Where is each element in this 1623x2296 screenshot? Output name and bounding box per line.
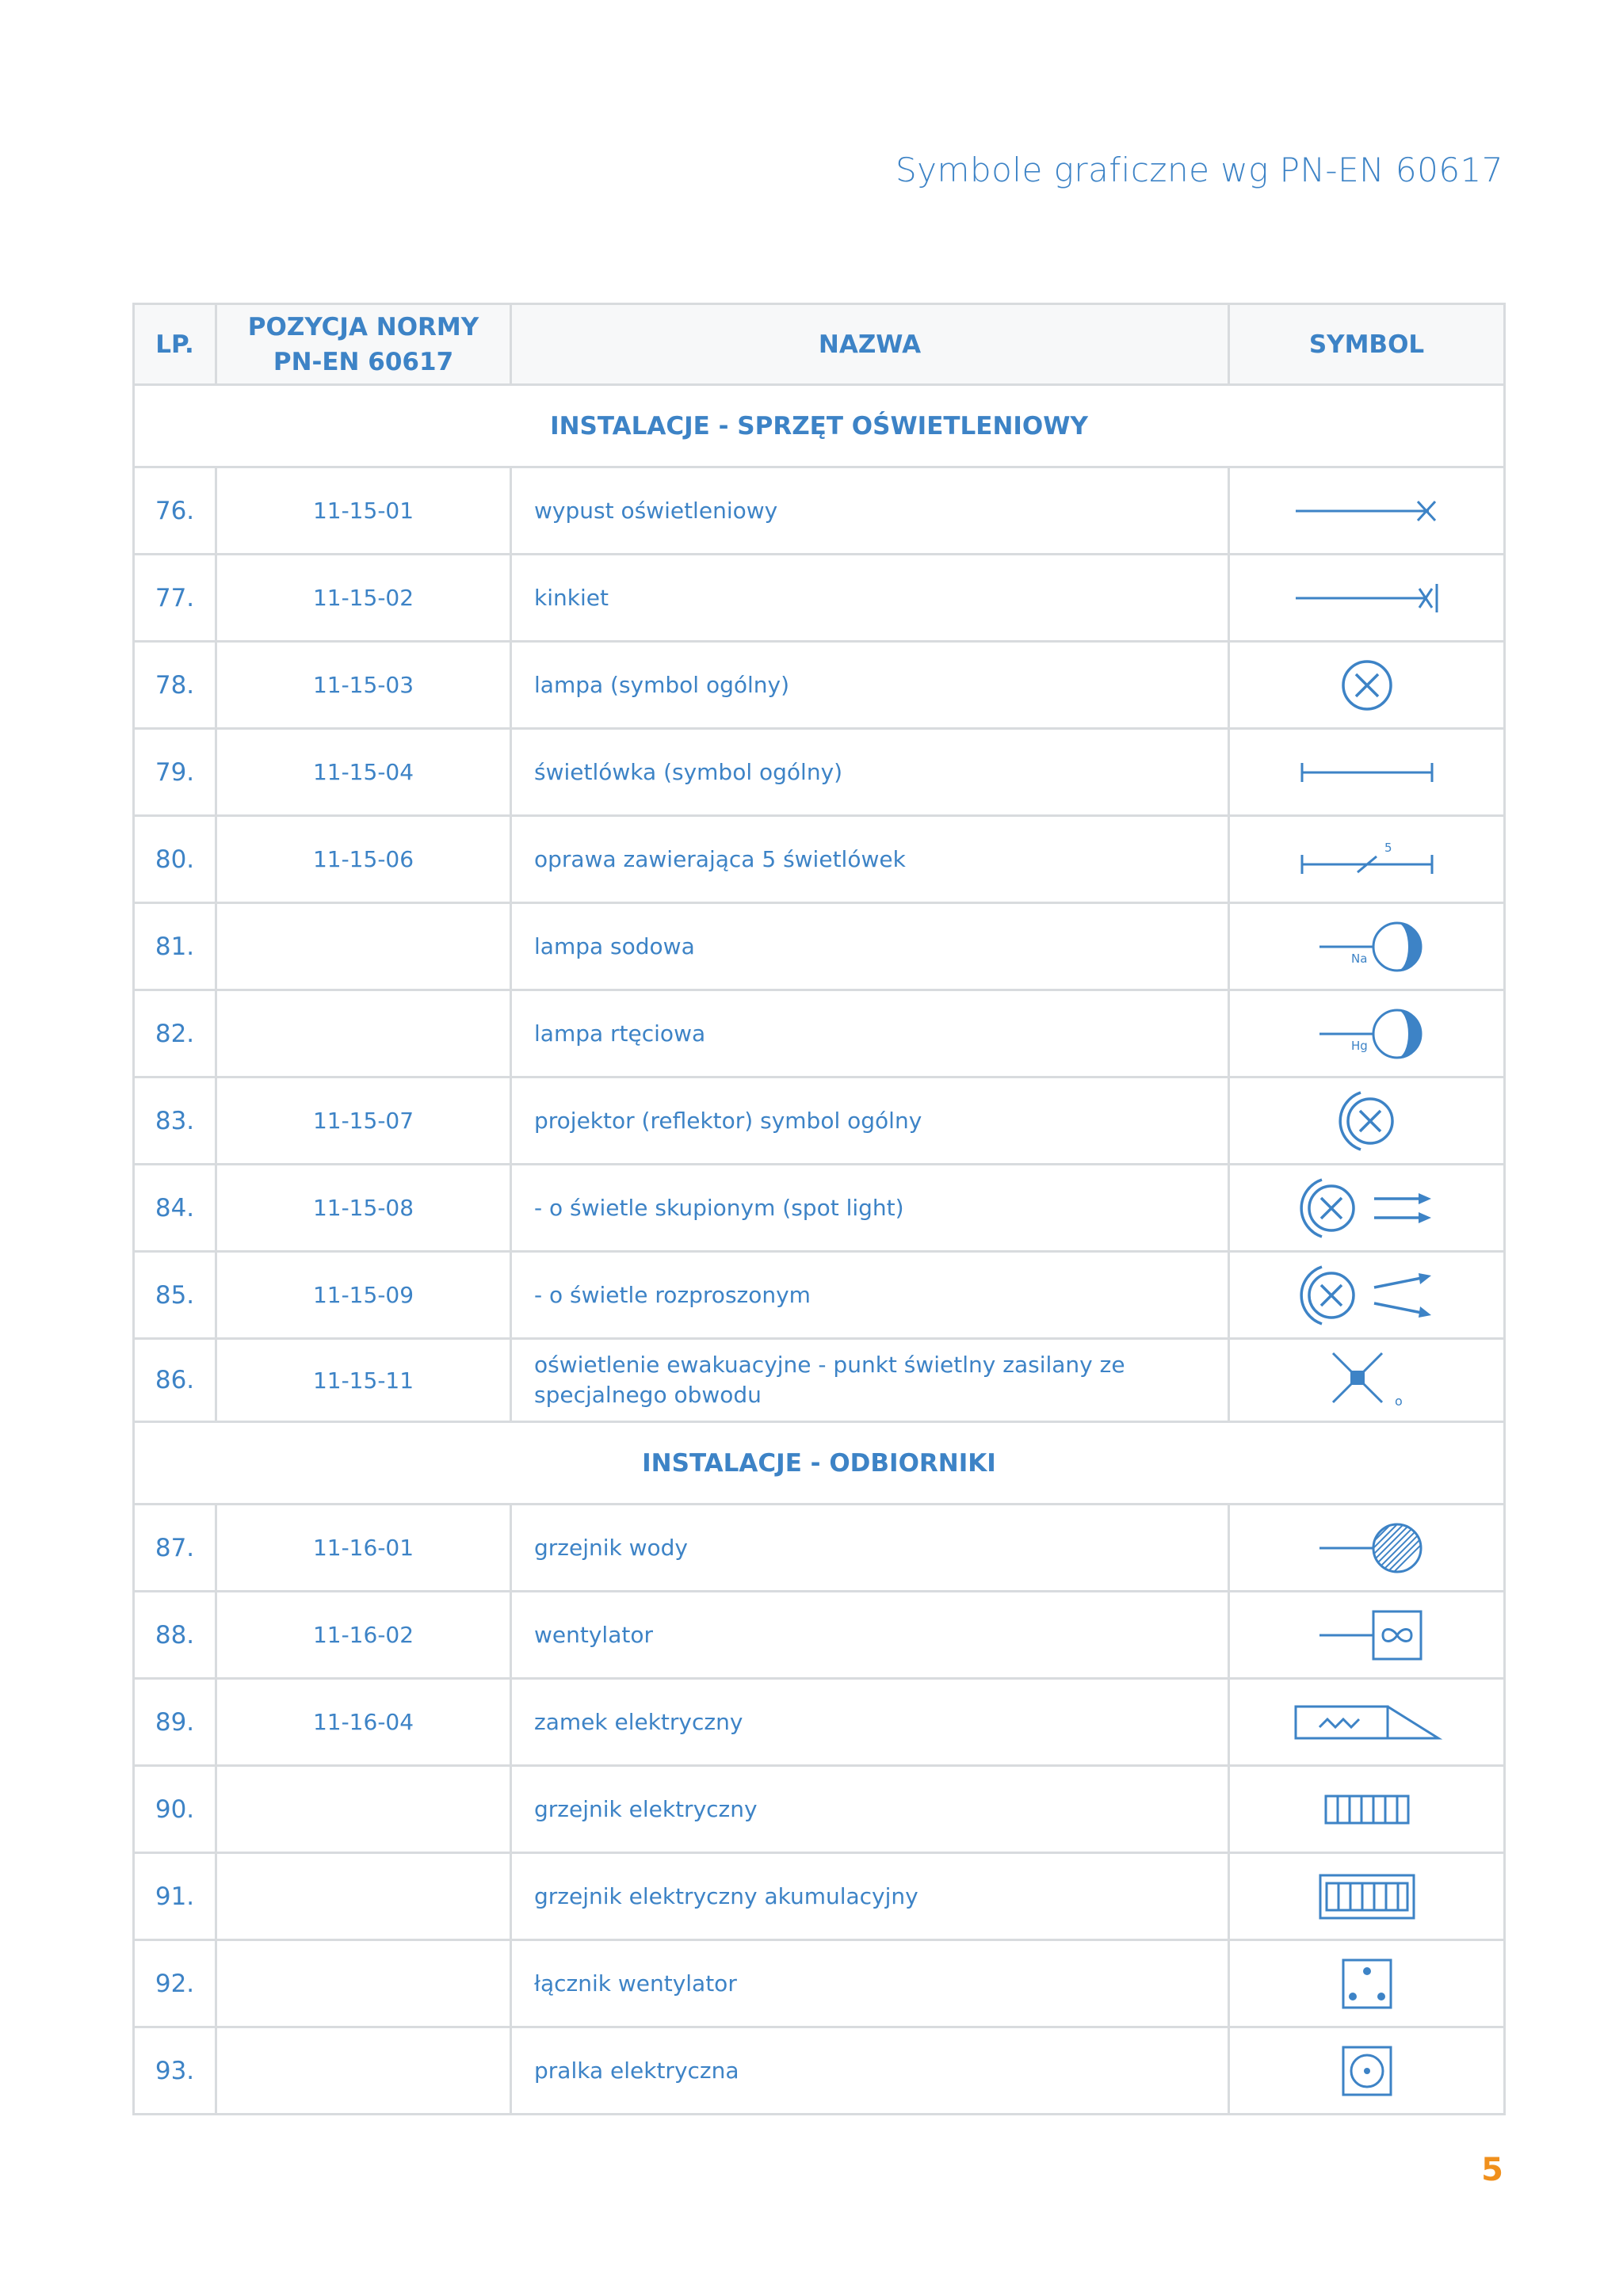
row-symbol: [1229, 642, 1505, 729]
row-lp: 77.: [134, 555, 216, 642]
row-lp: 87.: [134, 1505, 216, 1592]
section-row: [134, 1422, 1505, 1505]
row-name: grzejnik elektryczny akumulacyjny: [511, 1853, 1229, 1940]
table-row: [134, 903, 1505, 990]
row-symbol: [1229, 467, 1505, 555]
emergency-symbol-label: o: [1394, 1394, 1403, 1409]
row-code: 11-15-07: [216, 1077, 511, 1165]
table-row: [134, 2027, 1505, 2115]
row-symbol: [1229, 1165, 1505, 1252]
row-symbol: [1229, 2027, 1505, 2115]
row-lp: 92.: [134, 1940, 216, 2027]
row-symbol: [1229, 1679, 1505, 1766]
mercury-symbol-label: Hg: [1350, 1038, 1368, 1053]
row-code: [216, 990, 511, 1077]
table-row: [134, 555, 1505, 642]
header-name: NAZWA: [511, 304, 1229, 385]
row-code: 11-16-01: [216, 1505, 511, 1592]
row-symbol: [1229, 729, 1505, 816]
row-lp: 93.: [134, 2027, 216, 2115]
row-symbol: [1229, 1766, 1505, 1853]
row-name: wypust oświetleniowy: [511, 467, 1229, 555]
row-lp: 86.: [134, 1339, 216, 1422]
spotlight-icon: [1292, 1173, 1442, 1243]
row-lp: 85.: [134, 1252, 216, 1339]
row-name: - o świetle skupionym (spot light): [511, 1165, 1229, 1252]
table-row: [134, 816, 1505, 903]
floodlight-icon: [1292, 1261, 1442, 1330]
header-position-line1: POZYCJA NORMY: [247, 312, 479, 341]
row-lp: 78.: [134, 642, 216, 729]
row-code: 11-15-06: [216, 816, 511, 903]
row-name: lampa rtęciowa: [511, 990, 1229, 1077]
row-code: [216, 1853, 511, 1940]
row-symbol: [1229, 1592, 1505, 1679]
row-lp: 83.: [134, 1077, 216, 1165]
row-code: 11-15-08: [216, 1165, 511, 1252]
row-symbol: [1229, 1339, 1505, 1422]
table-row: [134, 1766, 1505, 1853]
row-lp: 88.: [134, 1592, 216, 1679]
sodium-lamp-icon: [1304, 917, 1430, 977]
mercury-lamp-icon: [1304, 1004, 1430, 1064]
table-row: [134, 1940, 1505, 2027]
table-row: [134, 1592, 1505, 1679]
row-name: grzejnik elektryczny: [511, 1766, 1229, 1853]
table-row: [134, 1165, 1505, 1252]
row-name: zamek elektryczny: [511, 1679, 1229, 1766]
row-name: oprawa zawierająca 5 świetlówek: [511, 816, 1229, 903]
fan-icon: [1304, 1605, 1430, 1665]
row-code: 11-16-02: [216, 1592, 511, 1679]
lamp-icon: [1335, 654, 1399, 717]
table-row: [134, 642, 1505, 729]
section-title: INSTALACJE - SPRZĘT OŚWIETLENIOWY: [134, 385, 1505, 467]
row-lp: 76.: [134, 467, 216, 555]
electric-lock-icon: [1288, 1699, 1446, 1746]
table-row: [134, 467, 1505, 555]
water-heater-icon: [1304, 1518, 1430, 1578]
fan-switch-icon: [1337, 1954, 1397, 2014]
row-name: wentylator: [511, 1592, 1229, 1679]
sodium-symbol-label: Na: [1350, 951, 1367, 966]
row-lp: 81.: [134, 903, 216, 990]
row-symbol: [1229, 1853, 1505, 1940]
row-lp: 79.: [134, 729, 216, 816]
table-row: [134, 1853, 1505, 1940]
emergency-light-icon: [1323, 1348, 1411, 1412]
row-symbol: [1229, 1077, 1505, 1165]
table-row: [134, 729, 1505, 816]
section-row: [134, 385, 1505, 467]
table-row: [134, 1252, 1505, 1339]
electric-heater-icon: [1319, 1790, 1415, 1829]
page-number: 5: [1481, 2152, 1503, 2188]
table-row: [134, 1505, 1505, 1592]
row-lp: 91.: [134, 1853, 216, 1940]
page-title: Symbole graficzne wg PN-EN 60617: [896, 151, 1503, 189]
row-symbol: [1229, 1940, 1505, 2027]
row-code: 11-15-11: [216, 1339, 511, 1422]
row-code: [216, 1940, 511, 2027]
table-row: [134, 1679, 1505, 1766]
row-name: projektor (reflektor) symbol ogólny: [511, 1077, 1229, 1165]
row-name: pralka elektryczna: [511, 2027, 1229, 2115]
row-code: [216, 903, 511, 990]
header-symbol: SYMBOL: [1229, 304, 1505, 385]
table-row: [134, 990, 1505, 1077]
projector-icon: [1327, 1086, 1407, 1156]
symbols-table: [132, 303, 1506, 2115]
row-name: kinkiet: [511, 555, 1229, 642]
row-lp: 89.: [134, 1679, 216, 1766]
row-code: 11-15-01: [216, 467, 511, 555]
row-name: oświetlenie ewakuacyjne - punkt świetlny zasilany ze specjalnego obwodu: [511, 1339, 1229, 1422]
washing-machine-icon: [1337, 2041, 1397, 2101]
table-row: [134, 1339, 1505, 1422]
row-lp: 82.: [134, 990, 216, 1077]
row-name: świetlówka (symbol ogólny): [511, 729, 1229, 816]
row-code: 11-15-03: [216, 642, 511, 729]
row-symbol: [1229, 555, 1505, 642]
row-lp: 90.: [134, 1766, 216, 1853]
table-header-row: [134, 304, 1505, 385]
header-position-line2: PN-EN 60617: [273, 347, 454, 376]
wall-lamp-icon: [1288, 581, 1446, 616]
row-symbol: [1229, 990, 1505, 1077]
row-symbol: [1229, 816, 1505, 903]
row-symbol: [1229, 1505, 1505, 1592]
fluorescent-count-label: 5: [1384, 840, 1392, 855]
row-symbol: [1229, 1252, 1505, 1339]
section-title: INSTALACJE - ODBIORNIKI: [134, 1422, 1505, 1505]
row-name: lampa sodowa: [511, 903, 1229, 990]
row-name: lampa (symbol ogólny): [511, 642, 1229, 729]
fluorescent-5-lamps-icon: [1288, 839, 1446, 880]
table-row: [134, 1077, 1505, 1165]
row-lp: 80.: [134, 816, 216, 903]
storage-heater-icon: [1316, 1871, 1419, 1923]
row-lp: 84.: [134, 1165, 216, 1252]
row-code: 11-16-04: [216, 1679, 511, 1766]
header-position: [216, 304, 511, 385]
row-name: łącznik wentylator: [511, 1940, 1229, 2027]
row-code: 11-15-09: [216, 1252, 511, 1339]
header-lp: LP.: [134, 304, 216, 385]
row-code: 11-15-02: [216, 555, 511, 642]
row-symbol: [1229, 903, 1505, 990]
row-code: [216, 2027, 511, 2115]
row-name: - o świetle rozproszonym: [511, 1252, 1229, 1339]
row-name: grzejnik wody: [511, 1505, 1229, 1592]
fluorescent-lamp-icon: [1288, 757, 1446, 788]
row-code: 11-15-04: [216, 729, 511, 816]
row-code: [216, 1766, 511, 1853]
lighting-outlet-icon: [1288, 495, 1446, 527]
